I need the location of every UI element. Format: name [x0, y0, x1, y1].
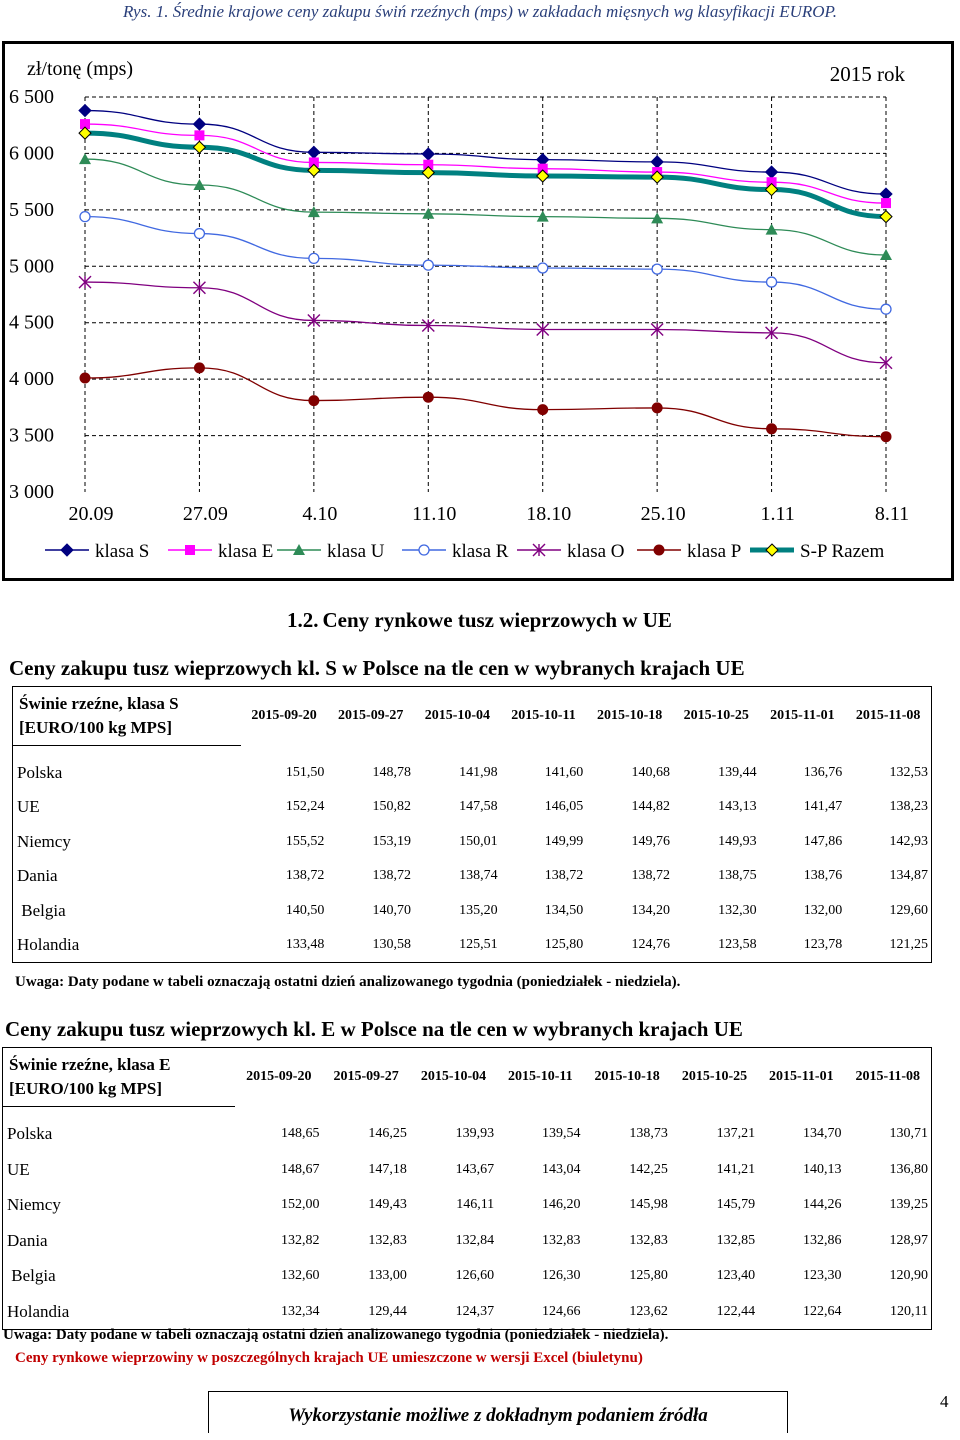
data-point [881, 431, 892, 442]
footer-source-box [208, 1391, 788, 1433]
y-tick-label: 6 500 [9, 86, 54, 108]
data-point [194, 362, 205, 373]
table-s-note: Uwaga: Daty podane w tabeli oznaczają ostatni dzień analizowanego tygodnia (poniedziałek - niedziela). [15, 974, 681, 990]
data-point [880, 211, 892, 223]
price-cell: 132,34 [280, 1303, 320, 1319]
table-row [13, 790, 932, 825]
y-tick-label: 3 000 [9, 481, 54, 503]
y-tick-label: 6 000 [9, 142, 54, 165]
price-cell: 152,00 [280, 1197, 320, 1213]
legend-marker [419, 545, 429, 555]
legend-label: klasa E [218, 541, 274, 562]
price-cell: 147,86 [803, 833, 843, 849]
date-header: 2015-11-08 [855, 708, 921, 724]
price-cell: 132,30 [718, 902, 757, 918]
price-cell: 140,50 [285, 902, 325, 918]
price-cell: 148,65 [280, 1126, 320, 1142]
date-header: 2015-09-27 [333, 1069, 399, 1085]
price-cell: 133,00 [368, 1268, 407, 1284]
price-cell: 138,23 [889, 799, 928, 815]
date-header: 2015-10-04 [420, 1069, 487, 1085]
data-point [193, 118, 205, 130]
date-header: 2015-10-25 [681, 1069, 748, 1085]
table-header-row [3, 1048, 932, 1107]
table-header-label [3, 1048, 236, 1107]
price-cell: 120,90 [889, 1268, 928, 1284]
legend-marker [654, 545, 665, 556]
price-cell: 155,52 [285, 833, 325, 849]
price-cell: 141,47 [803, 799, 843, 815]
price-cell: 120,11 [890, 1303, 928, 1319]
section-title: Ceny rynkowe tusz wieprzowych w UE [322, 608, 672, 632]
price-cell: 139,25 [889, 1197, 928, 1213]
table-row [13, 859, 932, 894]
date-header: 2015-11-01 [769, 1069, 834, 1085]
data-point [881, 198, 891, 208]
date-header: 2015-10-18 [596, 708, 663, 724]
country-cell: Dania [7, 1230, 48, 1250]
data-point [651, 156, 663, 168]
legend-label: klasa S [95, 541, 150, 562]
date-header: 2015-10-11 [511, 708, 576, 724]
price-cell: 122,44 [716, 1303, 756, 1319]
price-cell: 132,53 [889, 764, 928, 780]
price-cell: 143,13 [718, 799, 757, 815]
data-point [537, 404, 548, 415]
price-cell: 152,24 [285, 799, 325, 815]
price-cell: 149,99 [544, 833, 584, 849]
date-header: 2015-09-20 [251, 708, 317, 724]
excel-note: Ceny rynkowe wieprzowiny w poszczególnych krajach UE umieszczone w wersji Excel (biuletynu) [15, 1350, 643, 1366]
date-header: 2015-09-27 [338, 708, 404, 724]
price-cell: 143,04 [541, 1161, 581, 1177]
legend-marker [185, 545, 195, 555]
price-cell: 138,72 [544, 868, 584, 884]
data-point [194, 229, 204, 239]
price-cell: 134,50 [544, 902, 584, 918]
price-cell: 148,67 [280, 1161, 320, 1177]
data-point [881, 304, 891, 314]
legend-label: klasa P [687, 541, 742, 562]
price-cell: 139,44 [718, 764, 757, 780]
price-cell: 146,05 [544, 799, 584, 815]
country-cell: Dania [17, 866, 58, 886]
price-cell: 132,83 [541, 1232, 581, 1248]
price-cell: 132,00 [803, 902, 843, 918]
page-number: 4 [940, 1392, 949, 1411]
price-cell: 132,86 [802, 1232, 842, 1248]
data-point [423, 392, 434, 403]
price-cell: 147,58 [459, 799, 498, 815]
price-cell: 124,66 [541, 1303, 581, 1319]
country-cell: Belgia [17, 900, 66, 920]
header-line-2: [EURO/100 kg MPS] [9, 1079, 162, 1098]
price-cell: 139,54 [541, 1126, 581, 1142]
data-point [652, 402, 663, 413]
price-cell: 125,80 [544, 937, 584, 952]
price-cell: 141,98 [459, 764, 498, 780]
x-tick-label: 25.10 [640, 503, 686, 525]
table-s-title: Ceny zakupu tusz wieprzowych kl. S w Polsce na tle cen w wybranych krajach UE [9, 656, 745, 680]
country-cell: Niemcy [17, 831, 71, 851]
price-cell: 142,25 [629, 1161, 668, 1177]
price-cell: 129,44 [368, 1303, 407, 1319]
price-cell: 137,21 [716, 1126, 756, 1142]
price-cell: 132,85 [716, 1232, 756, 1248]
table-row [3, 1188, 932, 1224]
price-cell: 134,20 [631, 902, 670, 918]
table-header-row [13, 687, 932, 746]
country-cell: UE [17, 797, 40, 817]
spacer-row [13, 746, 932, 756]
date-header: 2015-10-04 [424, 708, 491, 724]
y-tick-label: 3 500 [9, 424, 54, 447]
data-point [423, 260, 433, 270]
date-header: 2015-10-11 [508, 1069, 573, 1085]
header-line-1: Świnie rzeźne, klasa S [19, 694, 179, 713]
price-cell: 138,74 [459, 868, 498, 884]
data-point [308, 395, 319, 406]
date-header: 2015-11-08 [855, 1069, 921, 1085]
price-cell: 130,58 [372, 937, 412, 952]
year-label: 2015 rok [829, 62, 905, 86]
price-cell: 132,84 [455, 1232, 495, 1248]
price-cell: 145,79 [716, 1197, 756, 1213]
price-cell: 134,87 [889, 868, 928, 884]
price-cell: 140,13 [802, 1161, 842, 1177]
figure-caption: Rys. 1. Średnie krajowe ceny zakupu świń rzeźnych (mps) w zakładach mięsnych wg klasyfikacji EUROP. [122, 2, 838, 21]
legend-marker [61, 544, 73, 556]
series-line [85, 133, 886, 217]
footer-text: Wykorzystanie możliwe z dokładnym podaniem źródła [288, 1405, 708, 1426]
price-cell: 144,82 [631, 799, 670, 815]
table-row [3, 1117, 932, 1153]
data-point [767, 277, 777, 287]
price-cell: 138,72 [285, 868, 325, 884]
table-row [3, 1223, 932, 1259]
table-e [2, 1047, 932, 1330]
table-e-note: Uwaga: Daty podane w tabeli oznaczają ostatni dzień analizowanego tygodnia (poniedziałek - niedziela). [3, 1327, 669, 1343]
price-cell: 149,76 [631, 833, 670, 849]
data-point [652, 264, 662, 274]
data-point [422, 148, 434, 160]
price-cell: 136,80 [889, 1161, 928, 1177]
price-cell: 123,40 [716, 1268, 756, 1284]
header-line-1: Świnie rzeźne, klasa E [9, 1055, 171, 1074]
price-cell: 142,93 [889, 833, 928, 849]
x-tick-label: 11.10 [412, 503, 457, 525]
table-row [13, 928, 932, 963]
price-cell: 140,70 [372, 902, 412, 918]
data-point [538, 263, 548, 273]
price-cell: 129,60 [889, 902, 928, 918]
price-cell: 132,82 [280, 1232, 320, 1248]
legend-label: klasa U [327, 541, 385, 562]
table-e-title: Ceny zakupu tusz wieprzowych kl. E w Polsce na tle cen w wybranych krajach UE [5, 1017, 743, 1041]
price-cell: 123,62 [629, 1303, 668, 1319]
price-cell: 138,72 [631, 868, 670, 884]
price-cell: 133,48 [285, 937, 325, 952]
price-chart-svg [5, 44, 951, 578]
x-tick-label: 1.11 [760, 503, 795, 525]
price-cell: 124,37 [455, 1303, 495, 1319]
data-point [766, 166, 778, 178]
price-cell: 141,21 [716, 1161, 756, 1177]
price-cell: 138,72 [372, 868, 412, 884]
price-cell: 139,93 [455, 1126, 495, 1142]
price-cell: 141,60 [544, 764, 584, 780]
price-cell: 132,83 [629, 1232, 668, 1248]
legend-marker [766, 544, 778, 556]
price-cell: 135,20 [459, 902, 498, 918]
price-cell: 146,20 [541, 1197, 581, 1213]
price-cell: 126,30 [541, 1268, 581, 1284]
date-header: 2015-10-18 [594, 1069, 660, 1085]
price-cell: 124,76 [631, 937, 670, 952]
legend-label: klasa O [567, 541, 625, 562]
x-tick-label: 20.09 [68, 503, 114, 525]
table-row [13, 825, 932, 860]
y-tick-label: 4 500 [9, 311, 54, 334]
table-row [3, 1152, 932, 1188]
country-cell: Niemcy [7, 1195, 61, 1215]
date-header: 2015-09-20 [246, 1069, 312, 1085]
date-header: 2015-10-25 [683, 708, 749, 724]
price-cell: 138,73 [629, 1126, 668, 1142]
price-cell: 128,97 [889, 1232, 928, 1248]
price-cell: 123,78 [803, 937, 843, 952]
data-point [80, 212, 90, 222]
country-cell: Belgia [7, 1266, 56, 1286]
table-s [12, 686, 932, 963]
price-cell: 151,50 [285, 764, 325, 780]
section-number: 1.2. [287, 608, 319, 632]
price-cell: 136,76 [803, 764, 843, 780]
price-cell: 121,25 [889, 937, 928, 952]
x-tick-label: 18.10 [526, 503, 572, 525]
y-tick-label: 5 000 [9, 255, 54, 278]
data-point [309, 253, 319, 263]
legend-label: klasa R [452, 541, 509, 562]
price-cell: 138,75 [718, 868, 757, 884]
country-cell: UE [7, 1159, 30, 1179]
y-tick-label: 4 000 [9, 368, 54, 391]
price-cell: 149,43 [368, 1197, 407, 1213]
price-cell: 122,64 [802, 1303, 842, 1319]
series-line [85, 217, 886, 310]
country-cell: Holandia [7, 1301, 70, 1321]
country-cell: Polska [7, 1124, 53, 1144]
price-cell: 130,71 [889, 1126, 928, 1142]
price-cell: 134,70 [802, 1126, 842, 1142]
table-row [3, 1294, 932, 1330]
date-header: 2015-11-01 [770, 708, 835, 724]
price-cell: 145,98 [629, 1197, 668, 1213]
x-tick-label: 4.10 [302, 503, 338, 525]
price-cell: 146,25 [368, 1126, 407, 1142]
price-cell: 147,18 [368, 1161, 407, 1177]
data-point [193, 141, 205, 153]
price-cell: 132,83 [368, 1232, 407, 1248]
country-cell: Polska [17, 762, 63, 782]
legend-label: S-P Razem [800, 541, 885, 562]
price-cell: 150,01 [459, 833, 498, 849]
data-point [308, 146, 320, 158]
price-cell: 126,60 [455, 1268, 495, 1284]
country-cell: Holandia [17, 935, 80, 954]
table-row [13, 894, 932, 929]
data-point [80, 373, 91, 384]
section-heading [283, 608, 672, 633]
price-cell: 144,26 [802, 1197, 842, 1213]
table-row [13, 756, 932, 791]
price-cell: 123,30 [802, 1268, 842, 1284]
table-row [3, 1259, 932, 1295]
data-point [194, 130, 204, 140]
data-point [766, 423, 777, 434]
y-tick-label: 5 500 [9, 198, 54, 221]
price-cell: 143,67 [455, 1161, 495, 1177]
price-cell: 146,11 [456, 1197, 495, 1213]
x-tick-label: 8.11 [874, 503, 910, 525]
price-cell: 138,76 [803, 868, 843, 884]
price-cell: 132,60 [280, 1268, 320, 1284]
price-cell: 140,68 [631, 764, 670, 780]
price-cell: 148,78 [372, 764, 412, 780]
price-cell: 150,82 [372, 799, 412, 815]
price-cell: 125,80 [629, 1268, 668, 1284]
header-line-2: [EURO/100 kg MPS] [19, 718, 172, 737]
price-cell: 149,93 [718, 833, 757, 849]
price-cell: 123,58 [718, 937, 757, 952]
price-cell: 125,51 [459, 937, 498, 952]
series-line [85, 368, 886, 437]
data-point [79, 105, 91, 117]
price-cell: 153,19 [372, 833, 412, 849]
spacer-row [3, 1107, 932, 1117]
table-header-label [13, 687, 241, 746]
unit-label: zł/tonę (mps) [27, 58, 134, 80]
price-chart [2, 41, 954, 581]
x-tick-label: 27.09 [182, 503, 228, 525]
